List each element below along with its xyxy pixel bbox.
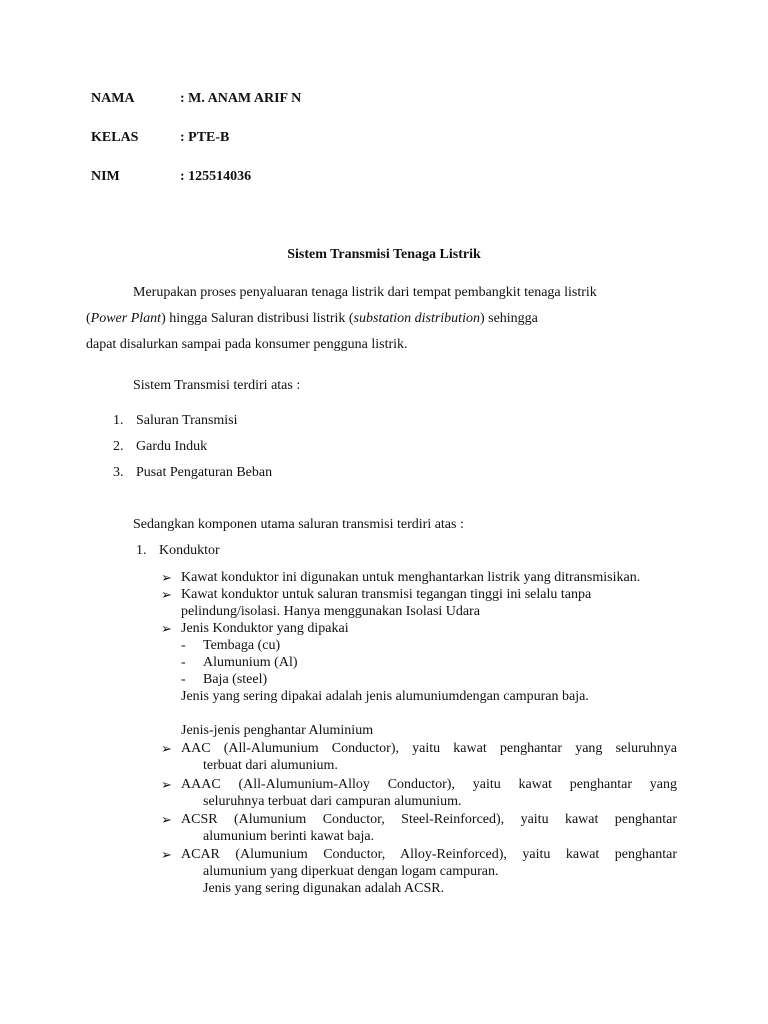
bullet-text: Kawat konduktor ini digunakan untuk menghantarkan listrik yang ditransmisikan.: [181, 570, 641, 585]
arrowhead-bullet-icon: ➢: [161, 847, 172, 862]
list-number: 1.: [136, 543, 147, 558]
intro-line-3: dapat disalurkan sampai pada konsumer pengguna listrik.: [86, 337, 408, 352]
acsr-text-cont: alumunium berinti kawat baja.: [203, 829, 375, 844]
bullet-text: Kawat konduktor untuk saluran transmisi tegangan tinggi ini selalu tanpa: [181, 587, 592, 602]
acsr-text: ACSR (Alumunium Conductor, Steel-Reinforced), yaitu kawat penghantar: [181, 812, 677, 827]
bullet-text: pelindung/isolasi. Hanya menggunakan Isolasi Udara: [181, 604, 480, 619]
material-item: Alumunium (Al): [203, 655, 298, 670]
intro-line-1: Merupakan proses penyaluaran tenaga listrik dari tempat pembangkit tenaga listrik: [133, 285, 597, 300]
acar-text-cont: alumunium yang diperkuat dengan logam campuran.: [203, 864, 499, 879]
material-item: Tembaga (cu): [203, 638, 281, 653]
bullet-text: Jenis Konduktor yang dipakai: [181, 621, 349, 636]
sistem-heading: Sistem Transmisi terdiri atas :: [133, 378, 301, 393]
aac-text-cont: terbuat dari alumunium.: [203, 758, 338, 773]
list-number: 3.: [113, 465, 124, 480]
list-item: Gardu Induk: [136, 439, 208, 454]
arrowhead-bullet-icon: ➢: [161, 741, 172, 756]
acar-text: ACAR (Alumunium Conductor, Alloy-Reinforced), yaitu kawat penghantar: [181, 847, 677, 862]
aaac-text: AAAC (All-Alumunium-Alloy Conductor), yaitu kawat penghantar yang: [181, 777, 677, 792]
material-item: Baja (steel): [203, 672, 268, 687]
aluminium-heading: Jenis-jenis penghantar Aluminium: [181, 723, 374, 738]
komponen-heading: Sedangkan komponen utama saluran transmisi terdiri atas :: [133, 517, 464, 532]
list-item: Pusat Pengaturan Beban: [136, 465, 273, 480]
arrowhead-bullet-icon: ➢: [161, 570, 172, 585]
list-item-konduktor: Konduktor: [159, 543, 220, 558]
dash: -: [181, 655, 186, 670]
kelas-value: : PTE-B: [180, 130, 230, 145]
acar-note: Jenis yang sering digunakan adalah ACSR.: [203, 881, 445, 896]
arrowhead-bullet-icon: ➢: [161, 777, 172, 792]
nim-label: NIM: [91, 169, 120, 184]
nim-value: : 125514036: [180, 169, 252, 184]
list-number: 1.: [113, 413, 124, 428]
document-title: Sistem Transmisi Tenaga Listrik: [287, 247, 481, 262]
nama-label: NAMA: [91, 91, 135, 106]
kelas-label: KELAS: [91, 130, 139, 145]
arrowhead-bullet-icon: ➢: [161, 587, 172, 602]
arrowhead-bullet-icon: ➢: [161, 812, 172, 827]
intro-line-2: (Power Plant) hingga Saluran distribusi listrik (substation distribution) sehingga: [86, 311, 538, 326]
konduktor-note: Jenis yang sering dipakai adalah jenis alumuniumdengan campuran baja.: [181, 689, 589, 704]
dash: -: [181, 672, 186, 687]
nama-value: : M. ANAM ARIF N: [180, 91, 302, 106]
dash: -: [181, 638, 186, 653]
arrowhead-bullet-icon: ➢: [161, 621, 172, 636]
list-number: 2.: [113, 439, 124, 454]
list-item: Saluran Transmisi: [136, 413, 238, 428]
aac-text: AAC (All-Alumunium Conductor), yaitu kawat penghantar yang seluruhnya: [181, 741, 677, 756]
aaac-text-cont: seluruhnya terbuat dari campuran alumunium.: [203, 794, 462, 809]
